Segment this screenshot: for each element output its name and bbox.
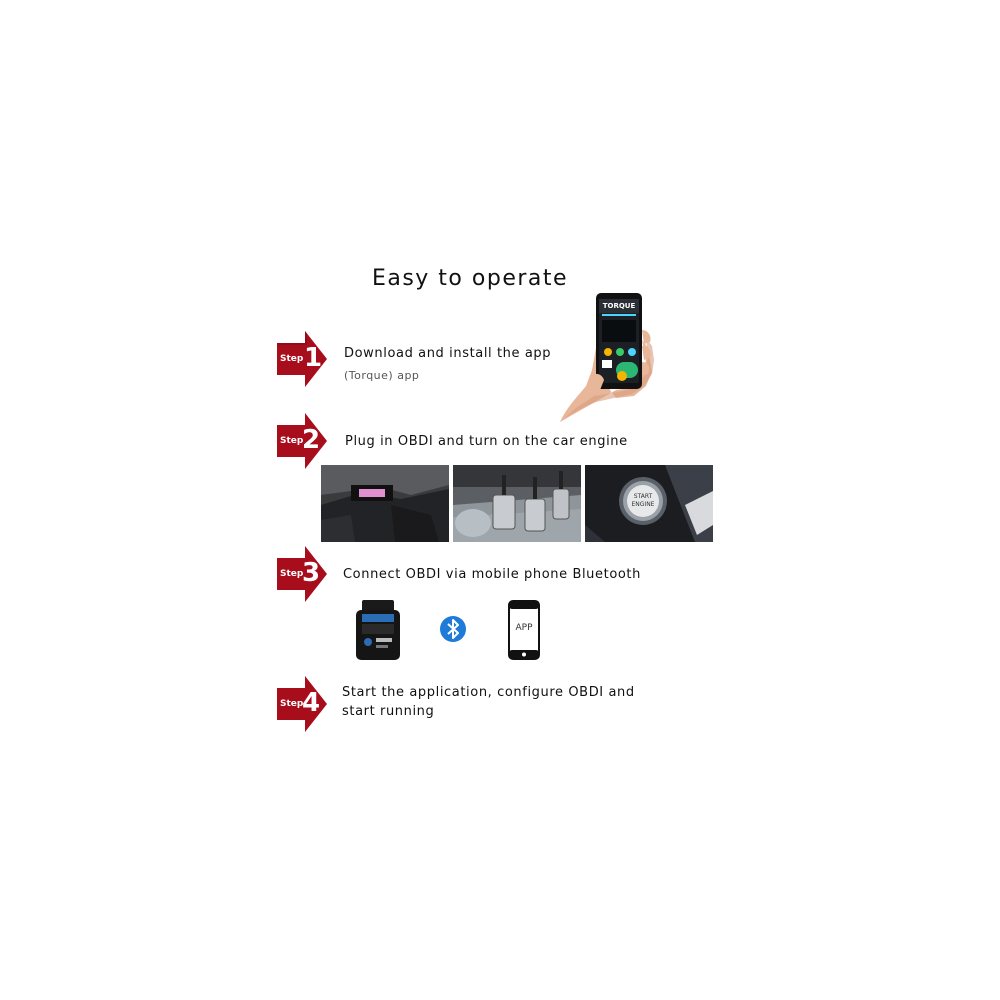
smartphone-icon <box>508 600 540 660</box>
start-engine-button-photo <box>585 465 713 542</box>
step-1-word: Step <box>280 354 304 364</box>
step-1-text: Download and install the app <box>344 346 552 361</box>
obd-adapter-icon <box>356 600 400 660</box>
step-4-text-line2: start running <box>342 704 435 719</box>
pedals-photo <box>453 465 581 542</box>
page-title-text: Easy to operate <box>371 266 569 291</box>
bluetooth-icon <box>439 615 467 643</box>
step-4-number: 4 <box>302 688 321 718</box>
step-1-subtext: (Torque) app <box>344 369 420 382</box>
step-2-badge <box>277 413 327 473</box>
phone-app-name: TORQUE <box>602 302 636 310</box>
obd-port-photo <box>321 465 449 542</box>
step-1-badge <box>277 331 327 391</box>
step-4-badge <box>277 676 327 736</box>
step-2-word: Step <box>280 436 304 446</box>
step-2-number: 2 <box>302 425 321 455</box>
step-3-number: 3 <box>302 558 321 588</box>
engine-button-line1: START <box>633 493 653 500</box>
step-3-text: Connect OBDI via mobile phone Bluetooth <box>343 567 641 582</box>
step-4-word: Step <box>280 699 304 709</box>
hand-holding-phone-image <box>556 290 656 430</box>
smartphone-screen-label: APP <box>515 623 533 633</box>
step-4-text-line1: Start the application, configure OBDI and <box>342 685 635 700</box>
step-3-word: Step <box>280 569 304 579</box>
step-2-text: Plug in OBDI and turn on the car engine <box>345 434 628 449</box>
engine-button-line2: ENGINE <box>631 501 655 508</box>
step-3-badge <box>277 546 327 606</box>
page-title <box>0 266 940 291</box>
step-1-number: 1 <box>304 343 323 373</box>
